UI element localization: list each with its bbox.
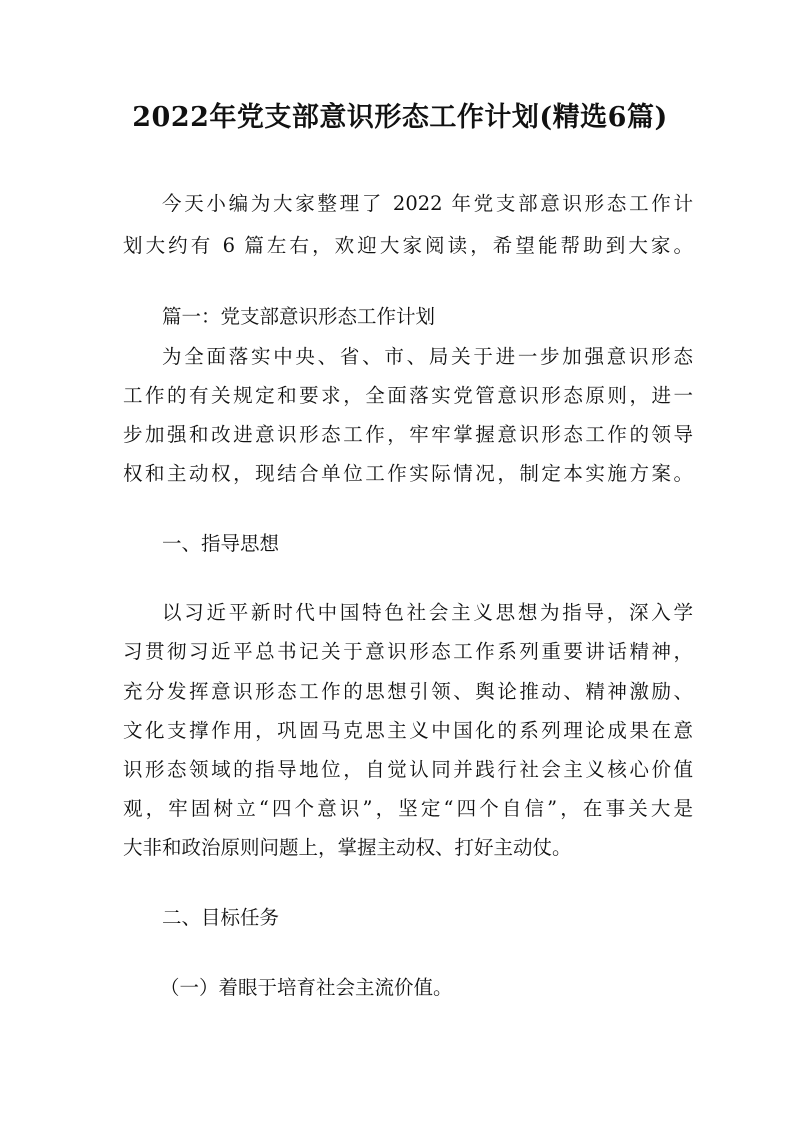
paragraph-line: 为全面落实中央、省、市、局关于进一步加强意识形态 bbox=[162, 345, 693, 368]
paragraph-line: 充分发挥意识形态工作的思想引领、舆论推动、精神激励、 bbox=[123, 680, 693, 703]
paragraph-line: 权和主动权，现结合单位工作实际情况，制定本实施方案。 bbox=[123, 462, 693, 485]
article-heading: 篇一：党支部意识形态工作计划 bbox=[162, 305, 436, 328]
paragraph-line: 步加强和改进意识形态工作，牢牢掌握意识形态工作的领导 bbox=[123, 423, 693, 446]
paragraph-line: 识形态领域的指导地位，自觉认同并践行社会主义核心价值 bbox=[123, 758, 693, 781]
section-heading: 二、目标任务 bbox=[162, 906, 280, 929]
paragraph-line: 观，牢固树立“四个意识”，坚定“四个自信”，在事关大是 bbox=[123, 797, 693, 820]
paragraph-line: 习贯彻习近平总书记关于意识形态工作系列重要讲话精神， bbox=[123, 640, 693, 663]
document-title: 2022年党支部意识形态工作计划(精选6篇) bbox=[132, 102, 668, 133]
paragraph-line: 大非和政治原则问题上，掌握主动权、打好主动仗。 bbox=[123, 836, 572, 859]
paragraph-line: 文化支撑作用，巩固马克思主义中国化的系列理论成果在意 bbox=[123, 719, 693, 742]
intro-line: 今天小编为大家整理了 2022 年党支部意识形态工作计 bbox=[162, 192, 693, 215]
section-heading: 一、指导思想 bbox=[162, 532, 280, 555]
paragraph-line: 以习近平新时代中国特色社会主义思想为指导，深入学 bbox=[162, 601, 693, 624]
subsection-heading: （一）着眼于培育社会主流价值。 bbox=[160, 976, 453, 999]
paragraph-line: 工作的有关规定和要求，全面落实党管意识形态原则，进一 bbox=[123, 384, 693, 407]
intro-line: 划大约有 6 篇左右，欢迎大家阅读，希望能帮助到大家。 bbox=[123, 234, 693, 257]
